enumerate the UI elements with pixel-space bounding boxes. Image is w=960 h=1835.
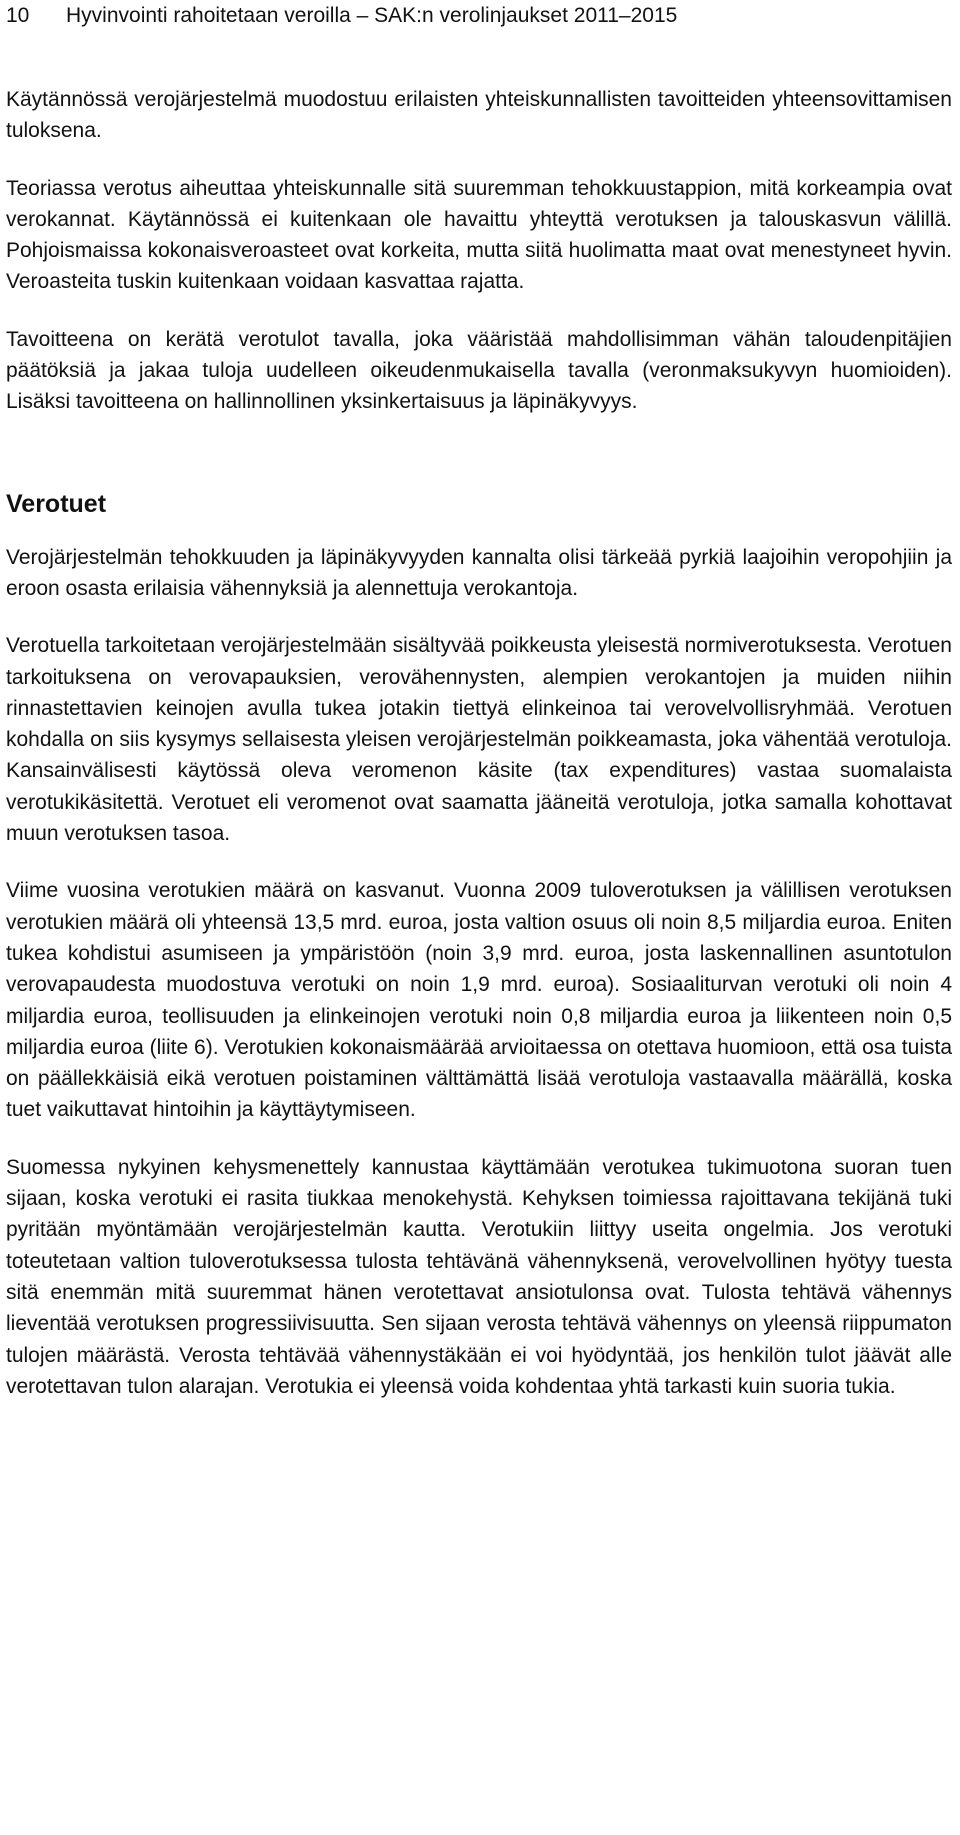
body-paragraph: Suomessa nykyinen kehysmenettely kannustaa käyttämään verotukea tukimuotona suoran tuen sijaan, koska verotuki ei rasita tiukkaa menokehystä. Kehyksen toimiessa rajoittavana tekijänä tuki pyritään myöntämään verojärjestelmän kautta. Verotukiin liittyy useita ongelmia. Jos verotuki toteutetaan valtion tuloverotuksessa tulosta tehtävänä vähennyksenä, verovelvollinen hyötyy tuesta sitä enemmän mitä suuremmat hänen verotettavat ansiotulonsa ovat. Tulosta tehtävä vähennys lieventää verotuksen progressiivisuutta. Sen sijaan verosta tehtävä vähennys on yleensä riippumaton tulojen määrästä. Verosta tehtävää vähennystäkään ei voi hyödyntää, jos henkilön tulot jäävät alle verotettavan tulon alarajan. Verotukia ei yleensä voida kohdentaa yhtä tarkasti kuin suoria tukia. bbox=[6, 1155, 952, 1398]
body-paragraph: Verojärjestelmän tehokkuuden ja läpinäkyvyyden kannalta olisi tärkeää pyrkiä laajoihin veropohjiin ja eroon osasta erilaisia vähennyksiä ja alennettuja verokantoja. bbox=[6, 545, 952, 600]
body-paragraph: Tavoitteena on kerätä verotulot tavalla, joka vääristää mahdollisimman vähän taloudenpitäjien päätöksiä ja jakaa tuloja uudelleen oikeudenmukaisella tavalla (veronmaksukyvyn huomioiden). Lisäksi tavoitteena on hallinnollinen yksinkertaisuus ja läpinäkyvyys. bbox=[6, 327, 952, 414]
page-number: 10 bbox=[6, 4, 30, 27]
section-heading: Verotuet bbox=[6, 489, 107, 518]
body-paragraph: Verotuella tarkoitetaan verojärjestelmään sisältyvää poikkeusta yleisestä normiverotuksesta. Verotuen tarkoituksena on verovapauksien, verovähennysten, alempien verokantojen ja muiden niihin rinnastettavien keinojen avulla tukea jotakin tiettyä elinkeinoa tai verovelvollisryhmää. Verotuen kohdalla on siis kysymys sellaisesta yleisen verojärjestelmän poikkeamasta, joka vähentää verotuloja. Kansainvälisesti käytössä oleva veromenon käsite (tax expenditures) vastaa suomalaista verotukikäsitettä. Verotuet eli veromenot ovat saamatta jääneitä verotuloja, jotka samalla kohottavat muun verotuksen tasoa. bbox=[6, 634, 952, 846]
running-header bbox=[6, 0, 952, 38]
body-paragraph: Viime vuosina verotukien määrä on kasvanut. Vuonna 2009 tuloverotuksen ja välillisen verotuksen verotukien määrä oli yhteensä 13,5 mrd. euroa, josta valtion osuus oli noin 8,5 miljardia euroa. Eniten tukea kohdistui asumiseen ja ympäristöön (noin 3,9 mrd. euroa, josta laskennallinen asuntotulon verovapaudesta muodostuva verotuki on noin 1,9 mrd. euroa). Sosiaaliturvan verotuki oli noin 4 miljardia euroa, teollisuuden ja elinkeinojen verotuki noin 0,8 miljardia euroa ja liikenteen noin 0,5 miljardia euroa (liite 6). Verotukien kokonaismäärää arvioitaessa on otettava huomioon, että osa tuista on päällekkäisiä eikä verotuen poistaminen välttämättä lisää verotuloja vastaavalla määrällä, koska tuet vaikuttavat hintoihin ja käyttäytymiseen. bbox=[6, 879, 952, 1122]
body-paragraph: Käytännössä verojärjestelmä muodostuu erilaisten yhteiskunnallisten tavoitteiden yhteensovittamisen tuloksena. bbox=[6, 88, 952, 143]
page-body bbox=[6, 84, 952, 1428]
body-paragraph: Teoriassa verotus aiheuttaa yhteiskunnalle sitä suuremman tehokkuustappion, mitä korkeampia ovat verokannat. Käytännössä ei kuitenkaan ole havaittu yhteyttä verotuksen ja talouskasvun välillä. Pohjoismaissa kokonaisveroasteet ovat korkeita, mutta siitä huolimatta maat ovat menestyneet hyvin. Veroasteita tuskin kuitenkaan voidaan kasvattaa rajatta. bbox=[6, 176, 952, 294]
running-header-title: Hyvinvointi rahoitetaan veroilla – SAK:n verolinjaukset 2011–2015 bbox=[66, 4, 678, 27]
